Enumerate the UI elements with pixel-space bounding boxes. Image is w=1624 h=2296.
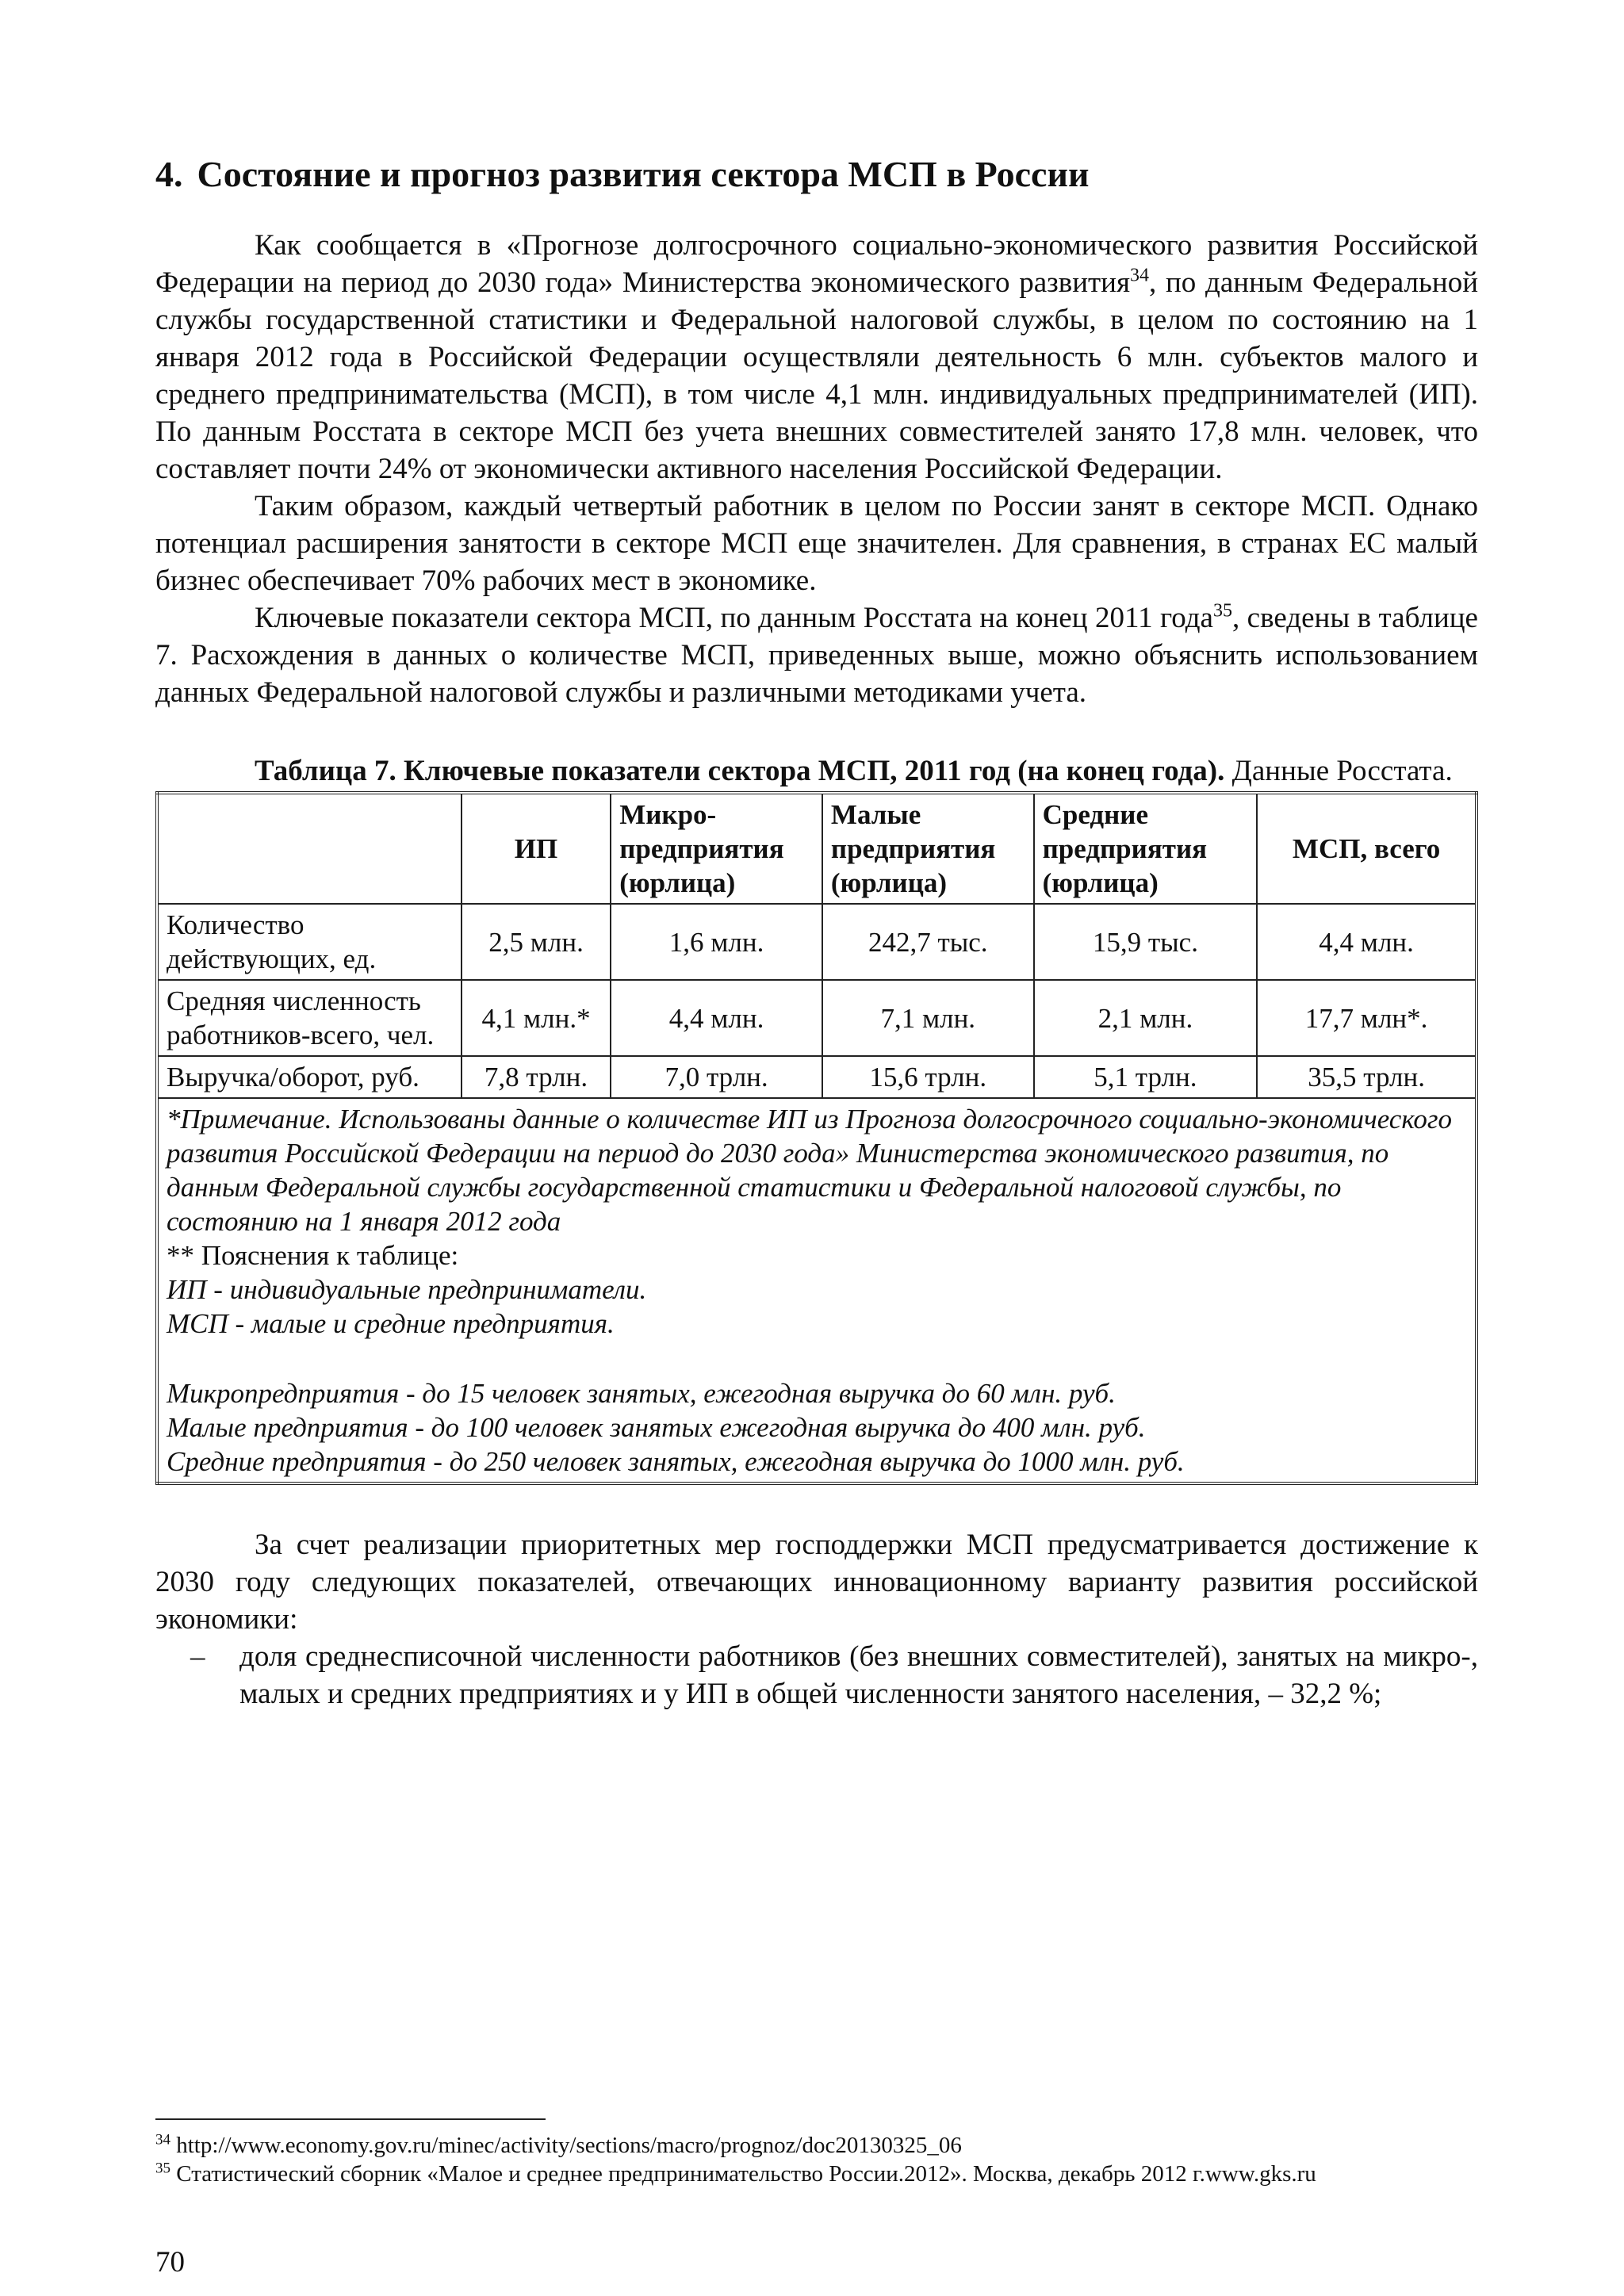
- table-cell: 15,6 трлн.: [822, 1056, 1034, 1098]
- footnote-34: [155, 2131, 1478, 2160]
- header-cell-ip: ИП: [462, 793, 611, 904]
- footnote-35: [155, 2160, 1478, 2188]
- table-cell: 7,0 трлн.: [611, 1056, 822, 1098]
- footnote-34-number: 34: [155, 2131, 170, 2149]
- footnote-ref-34[interactable]: 34: [1130, 265, 1150, 286]
- table-notes: [157, 1098, 1477, 1483]
- footnote-ref-35[interactable]: 35: [1212, 600, 1232, 622]
- header-cell-small: Малые предприятия (юрлица): [822, 793, 1034, 904]
- table-cell: 2,1 млн.: [1034, 980, 1258, 1056]
- paragraph-1-rest: , по данным Федеральной службы государственной статистики и Федеральной налоговой службы, в целом по состоянию на 1 января 2012 года в Российской Федерации осуществляли деятельность 6 млн. субъектов малого и среднего предпринимательства (МСП), в том числе 4,1 млн. индивидуальных предпринимателей (ИП). По данным Росстата в секторе МСП без учета внешних совместителей занято 17,8 млн. человек, что составляет почти 24% от экономически активного населения Российской Федерации.: [155, 266, 1478, 485]
- row-label: Выручка/оборот, руб.: [157, 1056, 462, 1098]
- footnote-35-number: 35: [155, 2160, 170, 2177]
- table-caption-title: Таблица 7. Ключевые показатели сектора МСП, 2011 год (на конец года).: [255, 755, 1225, 787]
- footnotes: [155, 2118, 1478, 2188]
- paragraph-3-text: Ключевые показатели сектора МСП, по данным Росстата на конец 2011 года: [255, 602, 1213, 634]
- paragraph-3-rest: , сведены в таблице 7. Расхождения в данных о количестве МСП, приведенных выше, можно объяснить использованием данных Федеральной налоговой службы и различными методиками учета.: [155, 602, 1478, 709]
- note-micro-definition: Микропредприятия - до 15 человек занятых, ежегодная выручка до 60 млн. руб.: [167, 1378, 1116, 1409]
- table-cell: 5,1 трлн.: [1034, 1056, 1258, 1098]
- table-cell: 35,5 трлн.: [1257, 1056, 1477, 1098]
- header-cell-empty: [157, 793, 462, 904]
- table-cell: 4,1 млн.*: [462, 980, 611, 1056]
- table-cell: 4,4 млн.: [1257, 904, 1477, 980]
- footnote-35-text: Статистический сборник «Малое и среднее предпринимательство России.2012». Москва, декабрь 2012 г.www.gks.ru: [170, 2161, 1316, 2187]
- table-cell: 242,7 тыс.: [822, 904, 1034, 980]
- header-cell-total: МСП, всего: [1257, 793, 1477, 904]
- row-label: Количество действующих, ед.: [157, 904, 462, 980]
- list-item-text: доля среднесписочной численности работников (без внешних совместителей), занятых на микро-, малых и средних предприятиях и у ИП в общей численности занятого населения, – 32,2 %;: [239, 1640, 1478, 1710]
- header-cell-medium: Средние предприятия (юрлица): [1034, 793, 1258, 904]
- paragraph-1-text: Как сообщается в «Прогнозе долгосрочного социально-экономического развития Российской Федерации на период до 2030 года» Министерства экономического развития: [155, 229, 1478, 299]
- section-heading: [155, 151, 1478, 198]
- table-cell: 17,7 млн*.: [1257, 980, 1477, 1056]
- section-title: Состояние и прогноз развития сектора МСП в России: [197, 154, 1090, 194]
- page-number: 70: [155, 2246, 185, 2279]
- note-spacer: [167, 1341, 1467, 1376]
- table-notes-row: [157, 1098, 1477, 1483]
- table-caption: [155, 752, 1478, 790]
- note-explanations-heading: ** Пояснения к таблице:: [167, 1240, 459, 1271]
- page-content: [155, 151, 1478, 1712]
- table-row: [157, 1056, 1477, 1098]
- row-label: Средняя численность работников-всего, чел.: [157, 980, 462, 1056]
- indicators-table: [155, 791, 1478, 1485]
- table-cell: 7,1 млн.: [822, 980, 1034, 1056]
- paragraph-4: За счет реализации приоритетных мер господдержки МСП предусматривается достижение к 2030 году следующих показателей, отвечающих инновационному варианту развития российской экономики:: [155, 1529, 1478, 1636]
- table-cell: 7,8 трлн.: [462, 1056, 611, 1098]
- paragraph-1: [155, 227, 1478, 488]
- table-cell: 2,5 млн.: [462, 904, 611, 980]
- dash-bullet: –: [190, 1640, 205, 1673]
- note-small-definition: Малые предприятия - до 100 человек занятых ежегодная выручка до 400 млн. руб.: [167, 1412, 1146, 1443]
- table-row: [157, 980, 1477, 1056]
- footnote-divider: [155, 2118, 546, 2120]
- note-ip-definition: ИП - индивидуальные предприниматели.: [167, 1274, 647, 1305]
- list-item: [155, 1638, 1478, 1712]
- table-header-row: [157, 793, 1477, 904]
- paragraph-2: Таким образом, каждый четвертый работник в целом по России занят в секторе МСП. Однако потенциал расширения занятости в секторе МСП еще значителен. Для сравнения, в странах ЕС малый бизнес обеспечивает 70% рабочих мест в экономике.: [155, 490, 1478, 597]
- paragraph-3: [155, 599, 1478, 711]
- header-cell-micro: Микро-предприятия (юрлица): [611, 793, 822, 904]
- note-msp-definition: МСП - малые и средние предприятия.: [167, 1308, 615, 1339]
- table-row: [157, 904, 1477, 980]
- table-cell: 4,4 млн.: [611, 980, 822, 1056]
- targets-list: [155, 1638, 1478, 1712]
- footnote-34-link[interactable]: http://www.economy.gov.ru/minec/activity/sections/macro/prognoz/doc20130325_06: [170, 2133, 962, 2158]
- table-caption-source: Данные Росстата.: [1224, 755, 1453, 787]
- section-number: 4.: [155, 154, 183, 194]
- table-cell: 1,6 млн.: [611, 904, 822, 980]
- note-medium-definition: Средние предприятия - до 250 человек занятых, ежегодная выручка до 1000 млн. руб.: [167, 1446, 1185, 1477]
- note-data-source: *Примечание. Использованы данные о количестве ИП из Прогноза долгосрочного социально-экономического развития Российской Федерации на период до 2030 года» Министерства экономического развития, по данным Федеральной службы государственной статистики и Федеральной налоговой службы, по состоянию на 1 января 2012 года: [167, 1104, 1453, 1237]
- table-cell: 15,9 тыс.: [1034, 904, 1258, 980]
